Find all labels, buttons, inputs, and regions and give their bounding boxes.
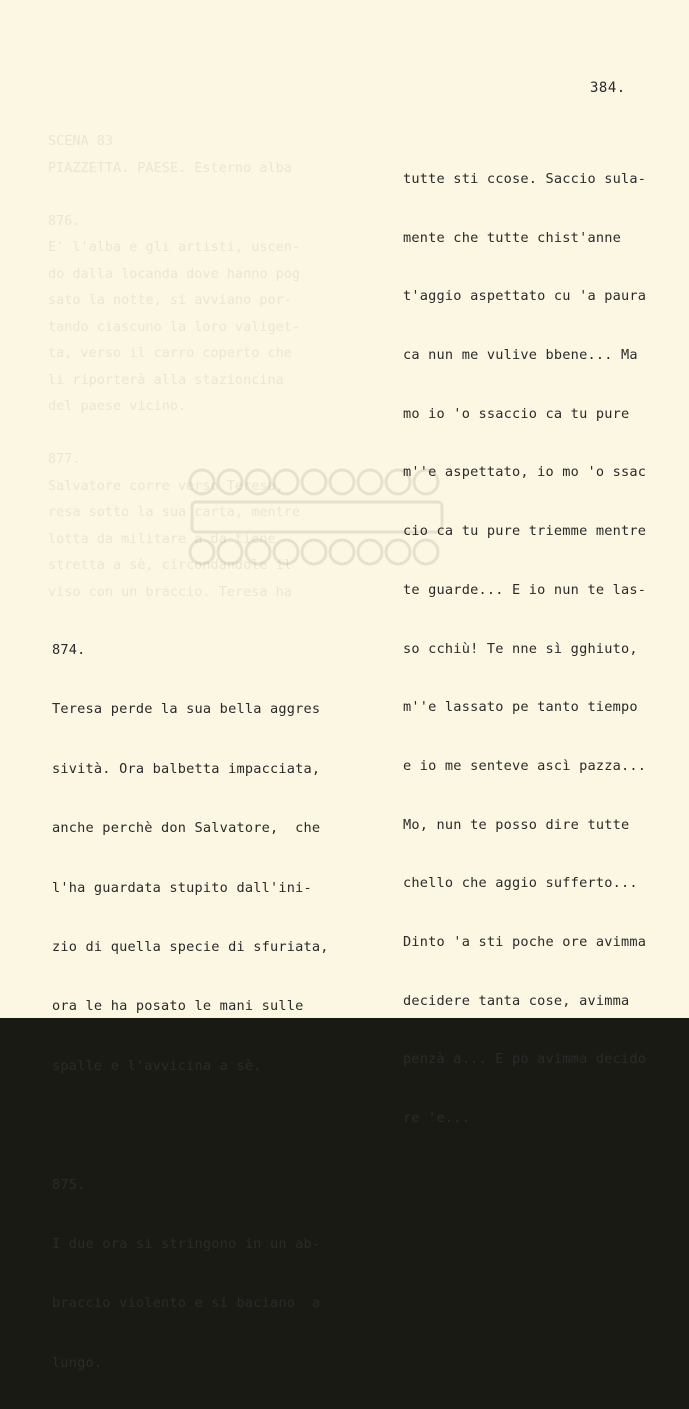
text-line: m''e lassato pe tanto tiempo (403, 699, 638, 716)
text-line: t'aggio aspettato cu 'a paura (403, 288, 647, 305)
text-line: ora le ha posato le mani sulle (52, 998, 304, 1015)
text-line: cio ca tu pure triemme mentre (403, 523, 647, 540)
scan-border (0, 1018, 689, 1024)
text-line: tutte sti ccose. Saccio sula- (403, 171, 647, 187)
bleed-through-text: SCENA 83 PIAZZETTA. PAESE. Esterno alba 876. E' l'alba e gli artisti, uscen- do dalla locanda dove hanno pog sato la notte, si avviano por- tando ciascuno la loro valiget- ta, verso il carro coperto che li riporterà alla stazioncina del paese vicino. 877. Salvatore corre verso Teresa, resa sotto la sua carta, mentre lotta da militare a da tiene stretta a sè, circondandole il viso con un braccio. Teresa ha (48, 133, 300, 600)
text-line: lungo. (52, 1354, 103, 1371)
text-line: I due ora si stringono in un ab- (52, 1235, 321, 1252)
text-line: mente che tutte chist'anne (403, 229, 621, 246)
text-line: l'ha guardata stupito dall'ini- (52, 879, 321, 896)
text-line: penzà a... E po avimma decido (403, 1051, 647, 1068)
text-line: sività. Ora balbetta impacciata, (52, 760, 321, 777)
right-column-text (403, 134, 646, 1164)
left-column-text (52, 605, 329, 1409)
text-line: e io me senteve ascì pazza... (403, 757, 647, 774)
text-line: so cchiù! Te nne sì gghiuto, (403, 640, 638, 657)
text-line: te guarde... E io nun te las- (403, 581, 647, 598)
text-line: chello che aggio sufferto... (403, 875, 638, 892)
text-line: zio di quella specie di sfuriata, (52, 938, 329, 955)
page-number: 384. (590, 80, 626, 96)
text-line: decidere tanta cose, avimma (403, 992, 630, 1009)
text-line: braccio violento e si baciano a (52, 1295, 321, 1312)
text-line: ca nun me vulive bbene... Ma (403, 347, 638, 364)
section-gap (52, 1112, 329, 1139)
text-line: Dinto 'a sti poche ore avimma (403, 933, 647, 950)
text-line: anche perchè don Salvatore, che (52, 820, 321, 837)
text-line: spalle e l'avvicina a sè. (52, 1057, 262, 1074)
section-number: 875. (52, 1176, 86, 1193)
section-number: 874. (52, 642, 86, 658)
text-line: Mo, nun te posso dire tutte (403, 816, 630, 833)
text-line: m''e aspettato, io mo 'o ssac (403, 464, 647, 481)
text-line: Teresa perde la sua bella aggres (52, 701, 321, 718)
text-line: re 'e... (403, 1110, 471, 1126)
text-line: mo io 'o ssaccio ca tu pure (403, 405, 630, 422)
